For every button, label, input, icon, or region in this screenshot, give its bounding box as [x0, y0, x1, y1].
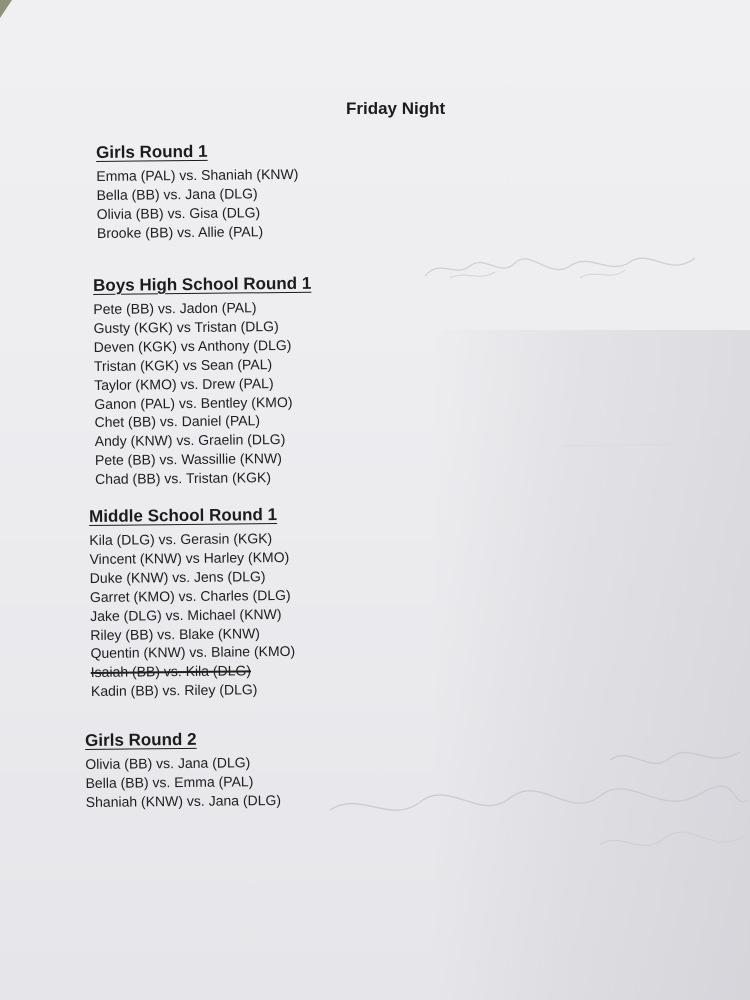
match-line: Deven (KGK) vs Anthony (DLG) — [93, 336, 292, 355]
match-line: Vincent (KNW) vs Harley (KMO) — [89, 548, 290, 567]
match-line: Duke (KNW) vs. Jens (DLG) — [89, 567, 266, 586]
match-line: Jake (DLG) vs. Michael (KNW) — [90, 605, 282, 624]
section-girls-round-2 — [85, 729, 281, 812]
match-line-crossed-out: Isaiah (BB) vs. Kila (DLG) — [90, 662, 252, 681]
section-girls-round-1 — [96, 141, 299, 243]
match-line: Chet (BB) vs. Daniel (PAL) — [94, 412, 261, 431]
match-line: Olivia (BB) vs. Gisa (DLG) — [96, 204, 261, 222]
match-line: Brooke (BB) vs. Allie (PAL) — [96, 222, 264, 241]
match-line: Shaniah (KNW) vs. Jana (DLG) — [85, 791, 282, 810]
section-middle-school-round-1 — [89, 505, 296, 701]
match-line: Taylor (KMO) vs. Drew (PAL) — [94, 374, 274, 393]
match-line: Kadin (BB) vs. Riley (DLG) — [90, 681, 258, 700]
match-line: Olivia (BB) vs. Jana (DLG) — [85, 754, 251, 772]
section-boys-high-school-round-1 — [93, 274, 313, 489]
match-line: Chad (BB) vs. Tristan (KGK) — [95, 469, 272, 488]
match-line: Emma (PAL) vs. Shaniah (KNW) — [96, 165, 299, 184]
match-line: Quentin (KNW) vs. Blaine (KMO) — [90, 643, 296, 662]
match-line: Pete (BB) vs. Jadon (PAL) — [93, 299, 257, 317]
match-line: Bella (BB) vs. Jana (DLG) — [96, 185, 258, 203]
match-line: Ganon (PAL) vs. Bentley (KMO) — [94, 393, 293, 412]
match-line: Garret (KMO) vs. Charles (DLG) — [89, 586, 291, 605]
match-line: Riley (BB) vs. Blake (KNW) — [90, 624, 260, 643]
match-line: Pete (BB) vs. Wassillie (KNW) — [94, 450, 282, 469]
section-heading: Boys High School Round 1 — [93, 273, 312, 295]
match-line: Gusty (KGK) vs Tristan (DLG) — [93, 317, 279, 336]
match-line: Kila (DLG) vs. Gerasin (KGK) — [89, 530, 273, 548]
section-heading: Girls Round 2 — [85, 729, 197, 750]
section-heading: Girls Round 1 — [96, 141, 208, 162]
match-line: Tristan (KGK) vs Sean (PAL) — [93, 355, 273, 374]
section-heading: Middle School Round 1 — [89, 505, 278, 526]
page-title: Friday Night — [346, 99, 446, 118]
match-line: Andy (KNW) vs. Graelin (DLG) — [94, 431, 286, 450]
match-line: Bella (BB) vs. Emma (PAL) — [85, 773, 254, 791]
